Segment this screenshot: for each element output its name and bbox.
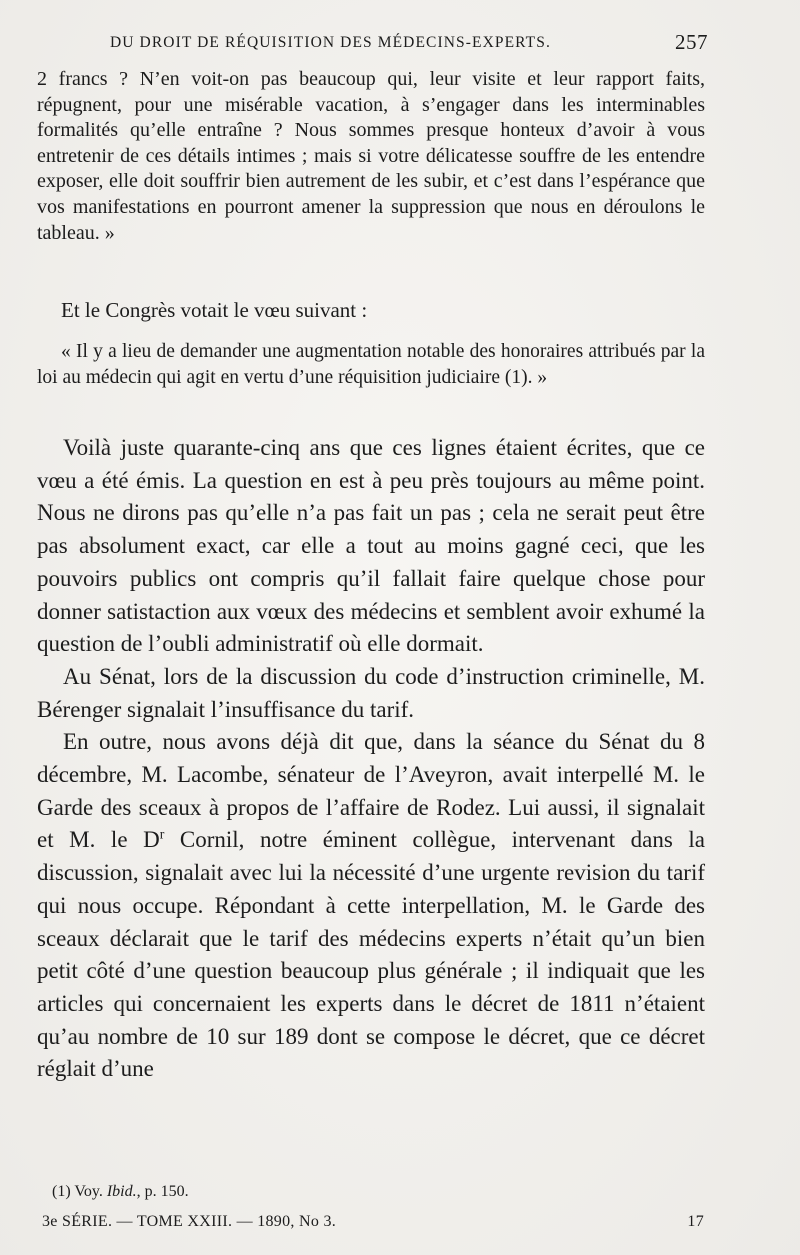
running-head-title: DU DROIT DE RÉQUISITION DES MÉDECINS-EXPERTS. <box>110 34 551 51</box>
page-number: 257 <box>675 30 708 54</box>
paragraph-text-a: En outre, nous avons déjà dit que, dans la séance du Sénat du 8 décembre, M. Lacombe, sénateur de l’Aveyron, avait interpellé M. le Garde des sceaux à propos de l’affaire de Rodez. Lui aussi, il signalait et M. le D <box>37 729 705 853</box>
paragraph-forty-five-years: Voilà juste quarante-cinq ans que ces lignes étaient écrites, que ce vœu a été émis. La question en est à peu près toujours au même point. Nous ne dirons pas qu’elle n’a pas fait un pas ; cela ne serait peut être pas absolument exact, car elle a tout au moins gagné ceci, que les pouvoirs publics ont compris qu’il fallait faire quelque chose pour donner satistaction aux vœux des médecins et semblent avoir exhumé la question de l’oubli administratif où elle dormait. <box>37 435 705 657</box>
paragraph-text: 2 francs ? N’en voit-on pas beaucoup qui, leur visite et leur rapport faits, répugnent, pour une misérable vacation, à s’engager dans les interminables formalités qu’elle entraîne ? Nous sommes presque honteux d’avoir à vous entretenir de ces détails intimes ; mais si votre délicatesse souffre de les entendre exposer, elle doit souffrir bien autrement de les subir, et c’est dans l’espérance que vos manifestations en pourront amener la suppression que nous en déroulons le tableau. » <box>37 68 705 244</box>
paragraph-text: Et le Congrès votait le vœu suivant : <box>61 298 368 322</box>
quoted-resolution: « Il y a lieu de demander une augmentation notable des honoraires attribués par la loi au médecin qui agit en vertu d’une réquisition judiciaire (1). » <box>37 341 705 388</box>
footnote <box>52 1183 189 1201</box>
series-info: 3e SÉRIE. — TOME XXIII. — 1890, No 3. <box>42 1213 337 1230</box>
signature-mark: 17 <box>687 1213 704 1230</box>
footnote-ref: Ibid. <box>106 1183 137 1200</box>
paragraph-text-b: Cornil, notre éminent collègue, intervenant dans la discussion, signalait avec lui la nécessité d’une urgente revision du tarif qui nous occupe. Répondant à cette interpellation, M. le Garde des sceaux déclarait que le tarif des médecins experts n’était qu’un bien petit côté d’une question beaucoup plus générale ; il indiquait que les articles qui concernaient les experts dans le décret de 1811 n’étaient qu’au nombre de 10 sur 189 dont se compose le décret, que ce décret réglait d’une <box>37 827 705 1082</box>
paragraph-congress-vote <box>37 296 705 324</box>
running-head <box>110 30 708 58</box>
superscript: r <box>159 826 165 842</box>
main-text <box>37 432 705 1086</box>
footnote-marker: (1) Voy. <box>52 1183 103 1200</box>
paragraph-senate: Au Sénat, lors de la discussion du code d’instruction criminelle, M. Bérenger signalait l’insuffisance du tarif. <box>37 663 705 722</box>
paragraph-lacombe <box>37 726 705 1086</box>
paragraph-continued <box>37 67 705 246</box>
footnote-rest: , p. 150. <box>136 1183 189 1200</box>
